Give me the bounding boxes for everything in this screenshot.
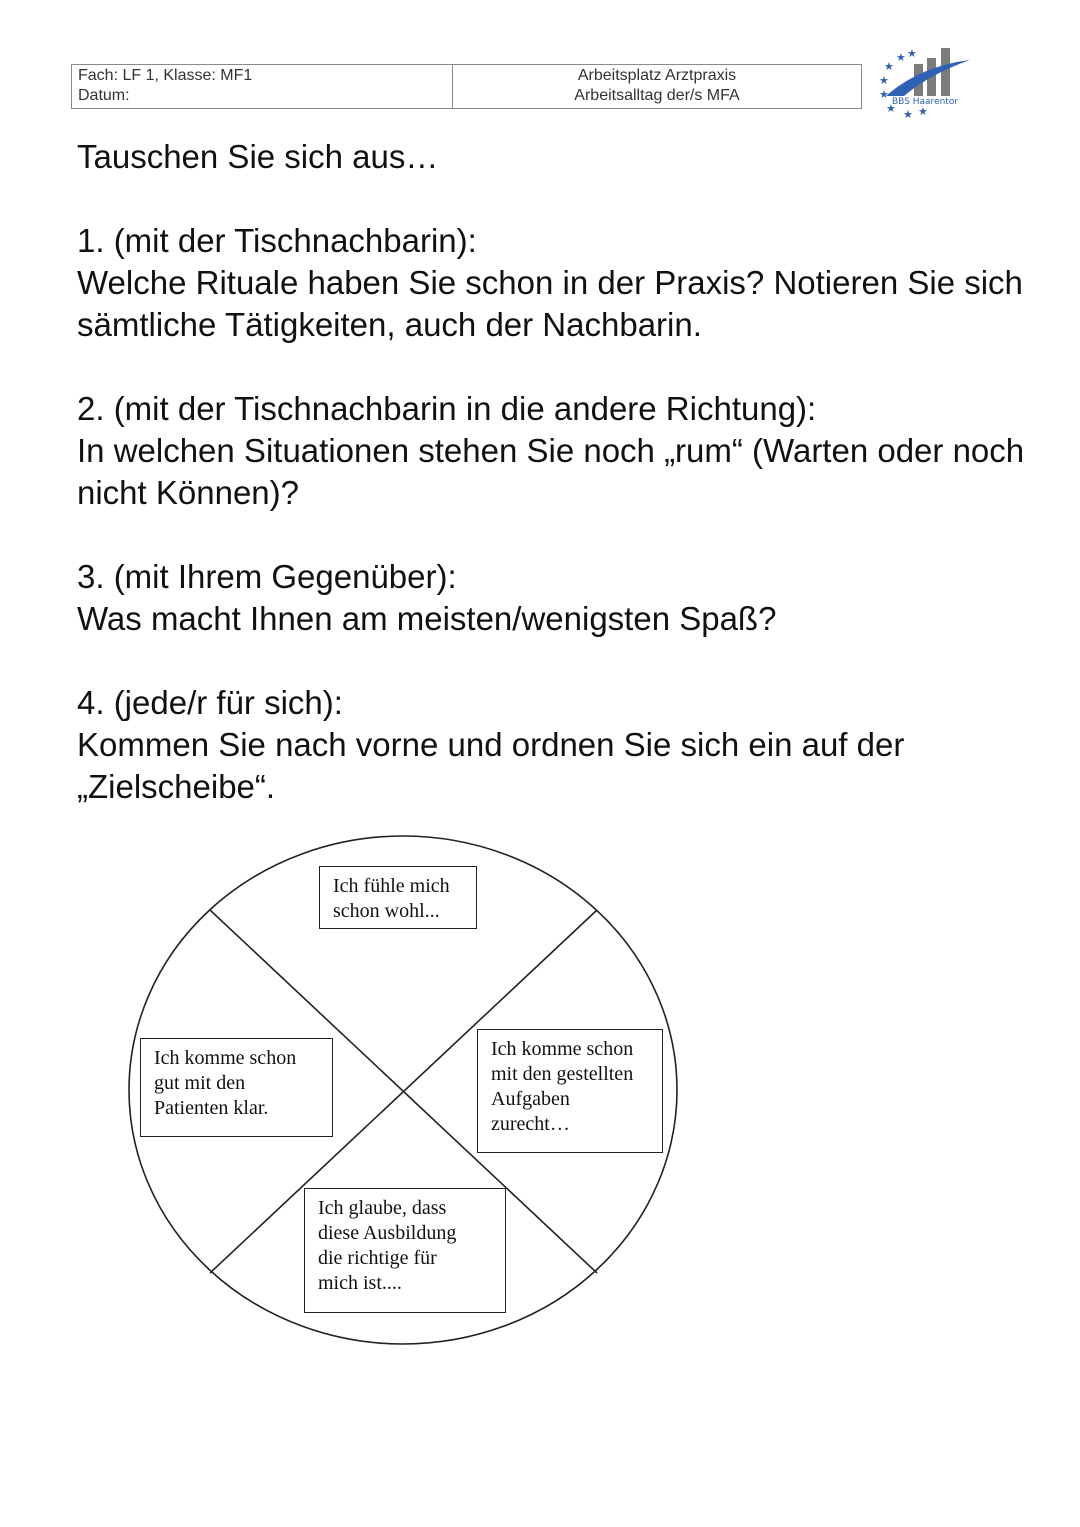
title-line-2: Arbeitsalltag der/s MFA bbox=[574, 87, 740, 104]
subject-line: Fach: LF 1, Klasse: MF1 bbox=[78, 67, 253, 84]
task-1-line-1: Welche Rituale haben Sie schon in der Praxis? Notieren Sie sich bbox=[77, 264, 1023, 301]
school-logo bbox=[870, 44, 974, 122]
svg-text:★: ★ bbox=[907, 47, 917, 60]
target-diagram bbox=[126, 833, 682, 1349]
task-3-heading: 3. (mit Ihrem Gegenüber): bbox=[77, 558, 457, 595]
svg-text:★: ★ bbox=[896, 51, 906, 64]
task-4-heading: 4. (jede/r für sich): bbox=[77, 684, 343, 721]
task-4-line-1: Kommen Sie nach vorne und ordnen Sie sich ein auf der „Zielscheibe“. bbox=[77, 726, 905, 805]
label-bottom-line-2: diese Ausbildung bbox=[318, 1222, 457, 1244]
label-bottom-line-3: die richtige für bbox=[318, 1247, 437, 1269]
task-1-line-2: sämtliche Tätigkeiten, auch der Nachbarin. bbox=[77, 306, 702, 343]
svg-text:★: ★ bbox=[918, 105, 928, 118]
logo-text: BBS Haarentor bbox=[892, 97, 959, 107]
label-bottom-line-1: Ich glaube, dass bbox=[318, 1197, 447, 1219]
svg-text:★: ★ bbox=[879, 88, 889, 101]
label-left bbox=[140, 1038, 333, 1137]
date-line: Datum: bbox=[78, 87, 130, 104]
label-bottom bbox=[304, 1188, 506, 1313]
label-left-line-2: gut mit den bbox=[154, 1072, 246, 1094]
title-line-1: Arbeitsplatz Arztpraxis bbox=[577, 67, 737, 84]
task-2-line-2: nicht Können)? bbox=[77, 474, 299, 511]
svg-text:★: ★ bbox=[903, 108, 913, 121]
header-table bbox=[71, 64, 862, 109]
label-right-line-3: Aufgaben bbox=[491, 1088, 570, 1110]
svg-text:★: ★ bbox=[879, 74, 889, 87]
header-left-cell bbox=[72, 65, 453, 108]
svg-text:★: ★ bbox=[884, 60, 894, 73]
label-bottom-line-4: mich ist.... bbox=[318, 1272, 402, 1294]
task-2-line-1: In welchen Situationen stehen Sie noch „rum“ (Warten oder noch bbox=[77, 432, 1025, 469]
label-top-line-2: schon wohl... bbox=[333, 900, 440, 922]
label-right bbox=[477, 1029, 663, 1153]
task-1-heading: 1. (mit der Tischnachbarin): bbox=[77, 222, 477, 259]
worksheet-content bbox=[77, 136, 1067, 808]
label-right-line-4: zurecht… bbox=[491, 1113, 570, 1135]
label-right-line-2: mit den gestellten bbox=[491, 1063, 634, 1085]
label-right-line-1: Ich komme schon bbox=[491, 1038, 634, 1060]
task-3-line-1: Was macht Ihnen am meisten/wenigsten Spaß? bbox=[77, 600, 777, 637]
label-left-line-3: Patienten klar. bbox=[154, 1097, 269, 1119]
label-left-line-1: Ich komme schon bbox=[154, 1047, 297, 1069]
intro-text: Tauschen Sie sich aus… bbox=[77, 138, 439, 175]
task-2-heading: 2. (mit der Tischnachbarin in die andere Richtung): bbox=[77, 390, 817, 427]
label-top bbox=[319, 866, 477, 929]
svg-text:★: ★ bbox=[886, 102, 896, 115]
header-right-cell bbox=[453, 65, 861, 108]
label-top-line-1: Ich fühle mich bbox=[333, 875, 450, 897]
